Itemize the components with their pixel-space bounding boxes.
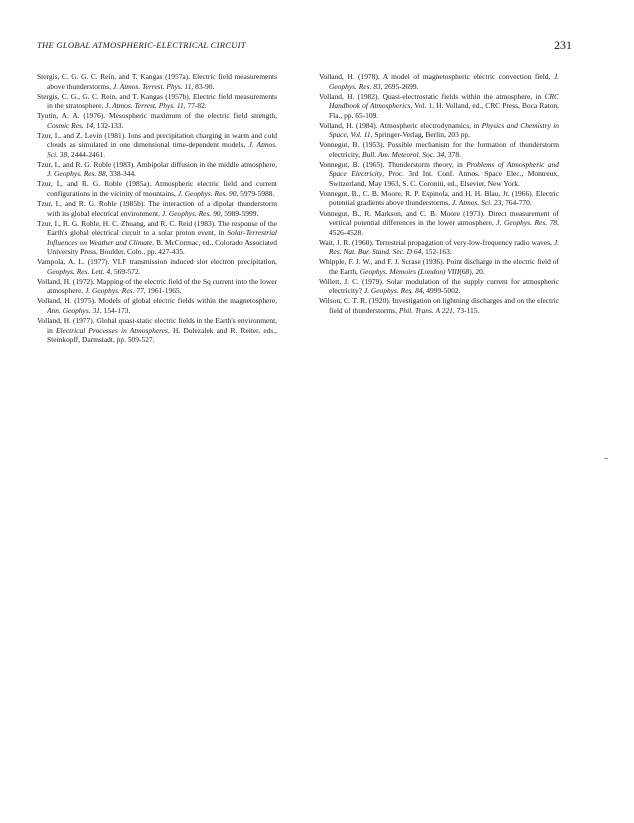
reference-text: , B. McCormac, ed., Colorado Associated University Press, Boulder, Colo., pp. 427-435. xyxy=(47,237,277,257)
reference-entry xyxy=(37,179,277,198)
reference-text: , 2695-2699. xyxy=(380,81,419,91)
reference-text: Tzur, I., and R. G. Roble (1983). Ambipolar diffusion in the middle atmosphere, xyxy=(37,159,277,169)
reference-entry xyxy=(319,72,559,91)
reference-source: Ann. Geophys. 31 xyxy=(47,305,100,315)
reference-text: , 569-572. xyxy=(110,266,141,276)
reference-source: Phil. Trans. A 221 xyxy=(398,305,453,315)
reference-text: Tzur, I., and R. G. Roble (1985b). The interaction of a dipolar thunderstorm with its global electrical environment, xyxy=(37,199,277,218)
reference-text: Volland, H. (1984). Atmospheric electrodynamics, in xyxy=(319,120,482,130)
reference-text: , 338-344. xyxy=(105,169,137,179)
reference-text: Vampola, A. L. (1977). VLF transmission induced slot electron precipitation, xyxy=(37,257,277,267)
reference-column-right xyxy=(319,72,559,316)
reference-text: , Proc. 3rd Int. Conf. Atmos. Space Elec., Montreux, Switzerland, May 1963, S. C. Coroniti, ed., Elsevier, New York. xyxy=(329,169,560,188)
reference-source: Bull. Am. Meteorol. Soc. 34 xyxy=(361,149,445,159)
reference-text: Vonnegut, B. (1965). Thunderstorm theory, in xyxy=(319,159,467,169)
reference-entry xyxy=(319,121,559,140)
reference-text: , 73-115. xyxy=(452,305,480,315)
reference-source: Cosmic Res. 14 xyxy=(47,120,94,130)
reference-source: Geophys. Memoirs (London) VIII xyxy=(359,266,460,276)
reference-entry xyxy=(319,277,559,296)
reference-text: Volland, H. (1977). Global quasi-static electric fields in the Earth's environment, in xyxy=(37,316,277,335)
reference-text: , Springer-Verlag, Berlin, 203 pp. xyxy=(370,130,471,140)
reference-source: J. Geophys. Res. 90 xyxy=(177,188,237,198)
page-number: 231 xyxy=(554,38,572,52)
reference-text: , 154-173. xyxy=(99,305,131,315)
reference-text: , 4999-5002. xyxy=(422,286,461,296)
reference-source: Physics and Chemistry in Space, Vol. 11 xyxy=(329,120,559,140)
reference-text: , 132-133. xyxy=(93,120,124,130)
reference-text: , 1961-1965. xyxy=(143,286,182,296)
reference-text: , 5979-5988. xyxy=(236,188,275,198)
reference-text: , 77-82. xyxy=(183,101,207,111)
reference-source: J. Geophys. Res. 90 xyxy=(161,208,221,218)
reference-text: Wait, J. R. (1960). Terrestrial propagation of very-low-frequency radio waves, xyxy=(319,237,554,247)
running-title: THE GLOBAL ATMOSPHERIC-ELECTRICAL CIRCUIT xyxy=(37,40,246,50)
reference-entry xyxy=(37,111,277,130)
reference-entry xyxy=(319,296,559,315)
reference-entry xyxy=(37,257,277,276)
reference-text: Volland, H. (1978). A model of magnetospheric electric convection field, xyxy=(319,72,554,81)
reference-entry xyxy=(37,131,277,160)
reference-source: CRC Handbook of Atmospherics xyxy=(329,91,559,111)
reference-source: J. Geophys. Res. 77 xyxy=(85,286,144,296)
reference-entry xyxy=(37,92,277,111)
reference-text: Volland, H. (1975). Models of global electric fields within the magnetosphere, xyxy=(37,296,277,306)
reference-text: , 2444-2461. xyxy=(67,149,106,159)
scan-mark xyxy=(604,458,608,459)
reference-source: Solar-Terrestrial Influences on Weather and Climate xyxy=(47,228,277,247)
reference-entry xyxy=(319,238,559,257)
reference-text: , 378. xyxy=(444,149,461,159)
reference-text: Vonnegut, B. (1953). Possible mechanism for the formation of thunderstorm electricity, xyxy=(319,140,559,159)
running-header xyxy=(37,40,572,54)
reference-entry xyxy=(319,140,559,159)
reference-source: J. Geophys. Res. 78 xyxy=(496,218,558,228)
reference-entry xyxy=(319,92,559,121)
reference-text: , Vol. 1, H. Volland, ed., CRC Press, Boca Raton, Fla., pp. 65-109. xyxy=(329,101,560,120)
reference-text: , 5989-5999. xyxy=(220,208,259,218)
reference-source: J. Atmos. Sci. 23 xyxy=(451,198,502,208)
reference-text: , 4526-4528. xyxy=(329,218,559,237)
reference-source: Geophys. Res. Lett. 4 xyxy=(47,266,111,276)
reference-entry xyxy=(37,316,277,345)
reference-text: Tzur, I., R. G. Roble, H. C. Zhuang, and R. C. Reid (1983). The response of the Earth's global electrical circuit to a solar proton event, in xyxy=(37,218,277,238)
reference-text: , 764-770. xyxy=(501,198,532,208)
reference-entry xyxy=(319,257,559,276)
reference-text: Wilson, C. T. R. (1920). Investigation on lightning discharges and on the electric field of thunderstorms, xyxy=(319,296,559,315)
reference-text: , H. Dolezalek and R. Reiter, eds., Steinkopff, Darmstadt, pp. 509-527. xyxy=(47,325,277,345)
reference-text: , 83-90. xyxy=(191,81,215,91)
reference-source: J. Res. Nat. Bur. Stand. Sec. D 64 xyxy=(329,237,559,257)
reference-text: Vonnegut, B., C. B. Moore, R. P. Espinola, and H. H. Blau, Jr. (1966). Electric potential gradients above thunderstorms, xyxy=(319,188,559,208)
reference-text: Willett, J. C. (1979). Solar modulation of the supply current for atmospheric electricity? xyxy=(319,276,559,296)
reference-text: , 152-163. xyxy=(421,247,452,257)
reference-text: Vonnegut, B., R. Markson, and C. B. Moore (1973). Direct measurement of vertical potential differences in the lower atmosphere, xyxy=(319,208,559,228)
reference-source: J. Atmos. Terrest. Phys. 11 xyxy=(112,81,192,91)
reference-source: J. Geophys. Res. 84 xyxy=(363,286,423,296)
reference-text: Tyutin, A. A. (1976). Mesospheric maximum of the electric field strength, xyxy=(37,111,277,121)
reference-text: Volland, H. (1982). Quasi-electrostatic fields within the atmosphere, in xyxy=(319,91,545,101)
reference-text: Stergis, C. G. G. C. Rein, and T. Kangas (1957a). Electric field measurements above thunderstorms, xyxy=(37,72,277,91)
reference-column-left xyxy=(37,72,277,345)
reference-text: Volland, H. (1972). Mapping of the electric field of the Sq current into the lower atmosphere, xyxy=(37,276,277,296)
reference-text: Tzur, I., and Z. Levin (1981). Ions and precipitation charging in warm and cold clouds as simulated in one dimensional time-dependent models, xyxy=(37,130,277,150)
reference-entry xyxy=(37,219,277,257)
reference-source: J. Atmos. Sci. 38 xyxy=(47,140,278,159)
reference-entry xyxy=(37,277,277,296)
reference-entry xyxy=(319,160,559,189)
reference-text: (68), 20. xyxy=(459,266,485,276)
reference-entry xyxy=(319,189,559,208)
reference-source: J. Atmos. Terrest. Phys. 11 xyxy=(105,101,184,111)
reference-source: J. Geophys. Res. 88 xyxy=(47,169,106,179)
reference-entry xyxy=(37,296,277,315)
reference-source: Electrical Processes in Atmospheres xyxy=(55,325,168,335)
reference-entry xyxy=(37,72,277,91)
reference-entry xyxy=(37,160,277,179)
reference-text: Whipple, F. J. W., and F. J. Scrase (1936). Point discharge in the electric field of the Earth, xyxy=(319,257,559,276)
reference-source: Problems of Atmospheric and Space Electricity xyxy=(329,159,560,179)
reference-entry xyxy=(37,199,277,218)
reference-entry xyxy=(319,209,559,238)
reference-source: J. Geophys. Res. 83 xyxy=(329,72,559,91)
reference-text: Stergis, C. G., G. C. Rein, and T. Kangas (1957b). Electric field measurements in the stratosphere, xyxy=(37,91,277,111)
reference-text: Tzur, I., and R. G. Roble (1985a). Atmospheric electric field and current configurations in the vicinity of mountains, xyxy=(37,179,277,198)
